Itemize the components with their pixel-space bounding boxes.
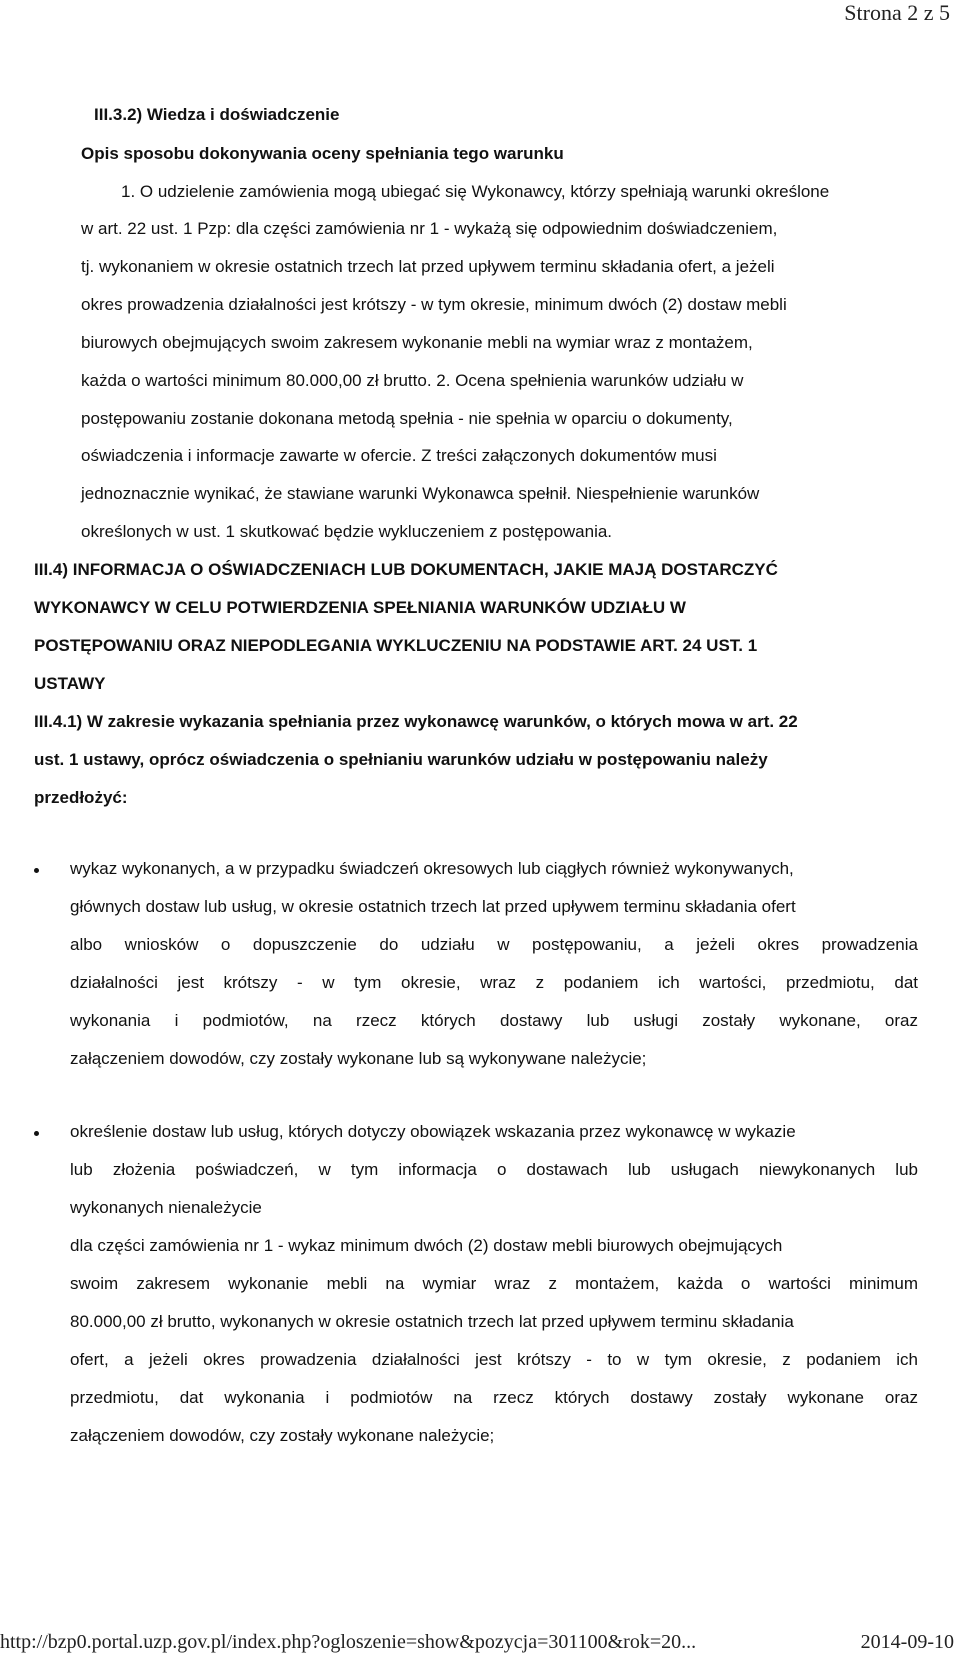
paragraph-line: w art. 22 ust. 1 Pzp: dla części zamówienia nr 1 - wykażą się odpowiednim doświadczeniem, bbox=[81, 219, 778, 238]
page-footer bbox=[0, 1628, 960, 1654]
paragraph-line: 1. O udzielenie zamówienia mogą ubiegać się Wykonawcy, którzy spełniają warunki określone bbox=[121, 182, 830, 201]
paragraph-line: określonych w ust. 1 skutkować będzie wykluczeniem z postępowania. bbox=[81, 522, 613, 541]
footer-date: 2014-09-10 bbox=[860, 1631, 954, 1653]
bullet-line: ofert, a jeżeli okres prowadzenia działalności jest krótszy - to w tym okresie, z podaniem ich bbox=[70, 1350, 918, 1369]
bullet-line: lub złożenia poświadczeń, w tym informacja o dostawach lub usługach niewykonanych lub bbox=[70, 1160, 918, 1179]
section-heading-line: POSTĘPOWANIU ORAZ NIEPODLEGANIA WYKLUCZENIU NA PODSTAWIE ART. 24 UST. 1 bbox=[34, 636, 758, 655]
sub-heading-line: III.4.1) W zakresie wykazania spełniania przez wykonawcę warunków, o których mowa w art. 22 bbox=[34, 712, 798, 731]
bullet-line: albo wniosków o dopuszczenie do udziału w postępowaniu, a jeżeli okres prowadzenia bbox=[70, 935, 918, 954]
page-number: Strona 2 z 5 bbox=[844, 0, 950, 25]
paragraph-line: oświadczenia i informacje zawarte w ofercie. Z treści załączonych dokumentów musi bbox=[81, 446, 717, 465]
bullet-line: dla części zamówienia nr 1 - wykaz minimum dwóch (2) dostaw mebli biurowych obejmujących bbox=[70, 1236, 783, 1255]
section-heading: III.3.2) Wiedza i doświadczenie bbox=[94, 105, 340, 124]
paragraph-line: jednoznacznie wynikać, że stawiane warunki Wykonawca spełnił. Niespełnienie warunków bbox=[81, 484, 760, 503]
bullet-line: 80.000,00 zł brutto, wykonanych w okresie ostatnich trzech lat przed upływem terminu składania bbox=[70, 1312, 794, 1331]
sub-heading-line: przedłożyć: bbox=[34, 788, 128, 807]
bullet-line: załączeniem dowodów, czy zostały wykonane należycie; bbox=[70, 1426, 495, 1445]
paragraph-line: tj. wykonaniem w okresie ostatnich trzech lat przed upływem terminu składania ofert, a jeżeli bbox=[81, 257, 775, 276]
sub-heading-line: ust. 1 ustawy, oprócz oświadczenia o spełnianiu warunków udziału w postępowaniu należy bbox=[34, 750, 768, 769]
bullet-dot-icon bbox=[34, 1131, 39, 1136]
bullet-line: działalności jest krótszy - w tym okresie, wraz z podaniem ich wartości, przedmiotu, dat bbox=[70, 973, 918, 992]
paragraph-line: okres prowadzenia działalności jest krótszy - w tym okresie, minimum dwóch (2) dostaw mebli bbox=[81, 295, 787, 314]
bullet-line: przedmiotu, dat wykonania i podmiotów na rzecz których dostawy zostały wykonane oraz bbox=[70, 1388, 918, 1407]
bullet-line: określenie dostaw lub usług, których dotyczy obowiązek wskazania przez wykonawcę w wykazie bbox=[70, 1122, 796, 1141]
bullet-line: wykonanych nienależycie bbox=[70, 1198, 262, 1217]
footer-url: http://bzp0.portal.uzp.gov.pl/index.php?ogloszenie=show&pozycja=301100&rok=20... bbox=[0, 1631, 697, 1653]
section-subheading: Opis sposobu dokonywania oceny spełniania tego warunku bbox=[81, 144, 564, 163]
paragraph-line: każda o wartości minimum 80.000,00 zł brutto. 2. Ocena spełnienia warunków udziału w bbox=[81, 371, 744, 390]
bullet-line: swoim zakresem wykonanie mebli na wymiar wraz z montażem, każda o wartości minimum bbox=[70, 1274, 918, 1293]
bullet-line: głównych dostaw lub usług, w okresie ostatnich trzech lat przed upływem terminu składania ofert bbox=[70, 897, 796, 916]
paragraph-line: postępowaniu zostanie dokonana metodą spełnia - nie spełnia w oparciu o dokumenty, bbox=[81, 409, 733, 428]
section-heading-line: III.4) INFORMACJA O OŚWIADCZENIACH LUB DOKUMENTACH, JAKIE MAJĄ DOSTARCZYĆ bbox=[34, 560, 778, 579]
bullet-line: wykonania i podmiotów, na rzecz których dostawy lub usługi zostały wykonane, oraz bbox=[70, 1011, 918, 1030]
bullet-line: wykaz wykonanych, a w przypadku świadczeń okresowych lub ciągłych również wykonywanych, bbox=[70, 859, 794, 878]
bullet-dot-icon bbox=[34, 868, 39, 873]
section-heading-line: WYKONAWCY W CELU POTWIERDZENIA SPEŁNIANIA WARUNKÓW UDZIAŁU W bbox=[34, 598, 686, 617]
section-heading-line: USTAWY bbox=[34, 674, 106, 693]
bullet-line: załączeniem dowodów, czy zostały wykonane lub są wykonywane należycie; bbox=[70, 1049, 647, 1068]
paragraph-line: biurowych obejmujących swoim zakresem wykonanie mebli na wymiar wraz z montażem, bbox=[81, 333, 753, 352]
